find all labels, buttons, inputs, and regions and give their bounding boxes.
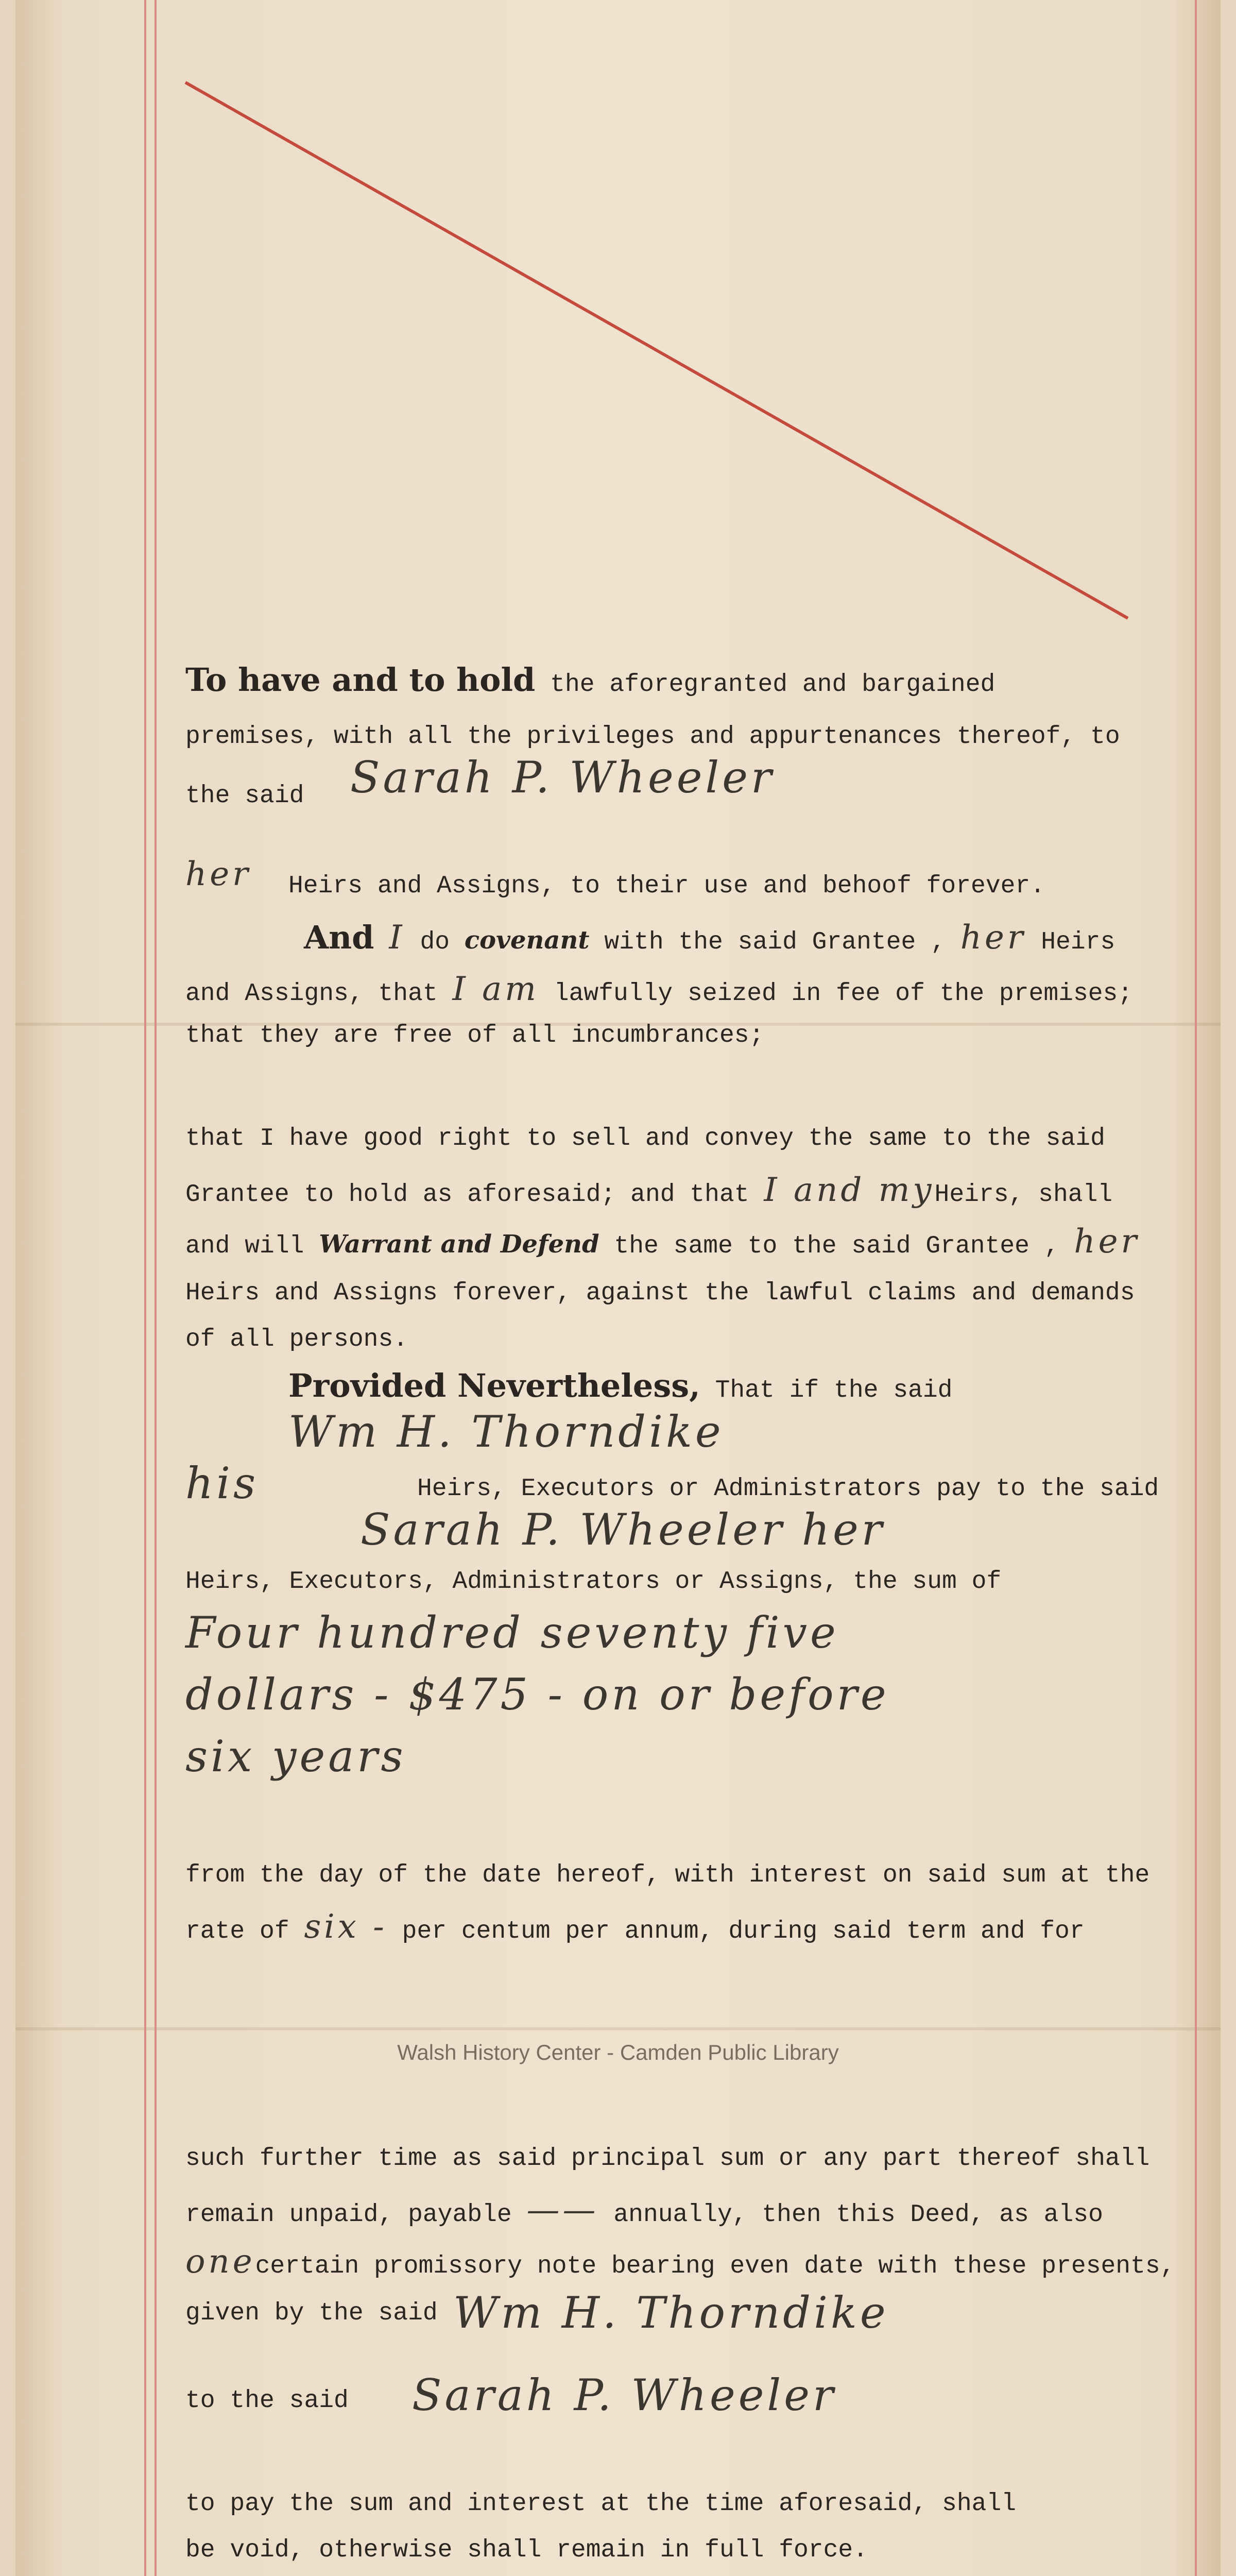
provided-line-17: be void, otherwise shall remain in full force. <box>185 2536 868 2564</box>
provided-line-12: remain unpaid, payable —— annually, then this Deed, as also <box>185 2191 1103 2229</box>
grantor-name-handwritten: Wm H. Thorndike <box>288 1406 724 1457</box>
habendum-line-3: the said <box>185 782 304 810</box>
archive-watermark: Walsh History Center - Camden Public Library <box>397 2040 839 2064</box>
provided-heading: Provided Nevertheless, <box>288 1367 700 1404</box>
habendum-heading: To have and to hold <box>185 661 536 699</box>
payee-name-handwritten: Sarah P. Wheeler her <box>360 1504 885 1555</box>
covenant-line-3: that they are free of all incumbrances; <box>185 1022 764 1049</box>
provided-line-13: onecertain promissory note bearing even date with these presents, <box>185 2243 1175 2281</box>
provided-line-11: such further time as said principal sum or any part thereof shall <box>185 2145 1150 2173</box>
provided-line-9: from the day of the date hereof, with interest on said sum at the <box>185 1861 1150 1889</box>
habendum-pronoun-handwritten: her <box>185 855 251 893</box>
habendum-line-4: Heirs and Assigns, to their use and behoof forever. <box>288 872 1045 900</box>
to-name-handwritten: Sarah P. Wheeler <box>412 2370 837 2420</box>
provided-line-5: Heirs, Executors, Administrators or Assigns, the sum of <box>185 1568 1002 1596</box>
covenant-line-6: and will Warrant and Defend the same to the said Grantee , her <box>185 1223 1140 1261</box>
habendum-line-2: premises, with all the privileges and appurtenances thereof, to <box>185 723 1120 751</box>
provided-line-3: Heirs, Executors or Administrators pay to the said <box>417 1475 1159 1503</box>
provided-line-1: Provided Nevertheless, That if the said <box>288 1367 953 1404</box>
sum-handwritten-line-3: six years <box>185 1731 406 1782</box>
provided-line-10: rate of six - per centum per annum, during said term and for <box>185 1908 1085 1946</box>
sum-handwritten-line-1: Four hundred seventy five <box>185 1607 839 1658</box>
covenant-line-4: that I have good right to sell and convey the same to the said <box>185 1125 1105 1153</box>
provided-line-16: to pay the sum and interest at the time aforesaid, shall <box>185 2490 1017 2518</box>
provided-line-14: given by the said <box>185 2299 438 2327</box>
covenant-line-1: And I do covenant with the said Grantee , her Heirs <box>304 919 1115 957</box>
paper-fold <box>15 2027 1221 2030</box>
his-handwritten: his <box>185 1458 259 1509</box>
habendum-line-1: To have and to hold the aforegranted and bargained <box>185 661 995 699</box>
covenant-line-8: of all persons. <box>185 1326 408 1353</box>
covenant-line-5: Grantee to hold as aforesaid; and that I and myHeirs, shall <box>185 1171 1113 1209</box>
given-by-name-handwritten: Wm H. Thorndike <box>453 2287 889 2338</box>
cancellation-diagonal-line <box>0 0 1236 670</box>
covenant-line-7: Heirs and Assigns forever, against the lawful claims and demands <box>185 1279 1135 1307</box>
covenant-line-2: and Assigns, that I am lawfully seized in fee of the premises; <box>185 970 1133 1008</box>
grantee-name-handwritten: Sarah P. Wheeler <box>350 752 775 803</box>
provided-line-15: to the said <box>185 2387 349 2415</box>
sum-handwritten-line-2: dollars - $475 - on or before <box>185 1669 889 1720</box>
